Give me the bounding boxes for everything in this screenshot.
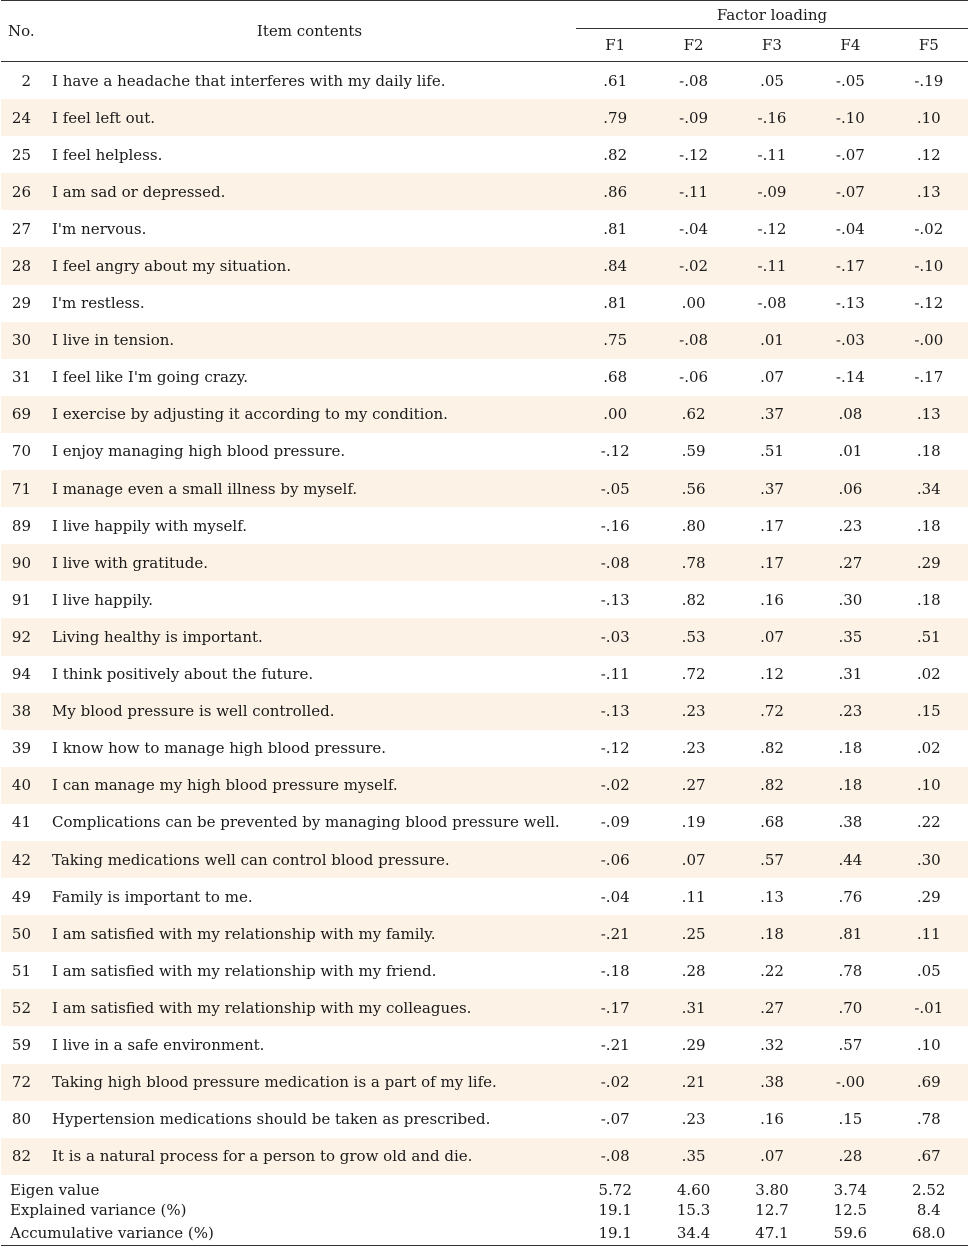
item-number: 41 [11,813,31,832]
loading-f4: .44 [811,841,889,878]
loading-f5: .51 [890,618,968,655]
item-text: I am satisfied with my relationship with my colleagues. [43,989,576,1026]
table-row [1,247,968,284]
loading-f3: .68 [760,813,784,832]
loading-f2: -.06 [679,368,709,387]
loading-f2: -.12 [679,145,709,164]
loading-f2: .72 [681,665,706,684]
item-text: Complications can be prevented by managing blood pressure well. [52,813,560,832]
loading-f5: .78 [916,1110,941,1129]
item-text: It is a natural process for a person to grow old and die. [43,1138,576,1175]
table-row [1,618,968,655]
table-row [1,285,968,322]
loading-f3: .17 [733,544,811,581]
table-row [1,99,968,136]
loading-f5: .02 [916,739,941,758]
loading-f2: -.02 [654,247,732,284]
item-text: I live with gratitude. [43,544,576,581]
loading-f5: .10 [916,1035,941,1054]
item-number: 24 [1,99,43,136]
loading-f4: -.00 [811,1064,889,1101]
loading-f1: -.21 [600,1035,630,1054]
table-row [1,173,968,210]
table-row [1,210,968,247]
summary-value-f5: 8.4 [916,1201,941,1220]
loading-f2: .23 [681,1110,706,1129]
item-text: I am satisfied with my relationship with my friend. [52,961,437,980]
item-text: I feel helpless. [52,145,163,164]
item-number: 80 [11,1110,31,1129]
loading-f2: .23 [681,739,706,758]
loading-f4: .01 [838,442,863,461]
loading-f3: -.16 [733,99,811,136]
loading-f4: .23 [838,516,863,535]
loading-f4: -.05 [835,71,865,90]
item-text: I'm nervous. [52,219,147,238]
loading-f5: -.02 [914,219,944,238]
loading-f4: .18 [838,739,863,758]
item-number: 50 [1,915,43,952]
loading-f5: .29 [890,544,968,581]
loading-f2: -.09 [654,99,732,136]
summary-label: Eigen value [10,1180,100,1199]
loading-f1: -.16 [600,516,630,535]
loading-f5: -.10 [890,247,968,284]
loading-f3: .57 [733,841,811,878]
summary-value-f1: 5.72 [598,1180,632,1199]
loading-f1: .84 [576,247,654,284]
loading-f5: .69 [890,1064,968,1101]
loading-f3: .07 [760,368,784,387]
summary-value-f3: 3.80 [755,1180,789,1199]
loading-f3: .38 [733,1064,811,1101]
loading-f2: .07 [654,841,732,878]
item-contents-column-header: Item contents [43,1,576,62]
loading-f1: -.13 [600,590,630,609]
item-number: 25 [11,145,31,164]
loading-f2: -.11 [654,173,732,210]
table-row [1,544,968,581]
item-number: 31 [11,368,31,387]
table-row [1,322,968,359]
table-row [1,656,968,693]
table-row [1,952,968,989]
loading-f2: .29 [681,1035,706,1054]
loading-f1: -.09 [600,813,630,832]
table-row [1,693,968,730]
item-text: I feel left out. [43,99,576,136]
table-row [1,1138,968,1175]
table-row [1,804,968,841]
loading-f5: -.17 [914,368,944,387]
item-text: I live in tension. [43,322,576,359]
loading-f1: -.18 [600,961,630,980]
loading-f5: -.12 [914,294,944,313]
item-number: 26 [1,173,43,210]
loading-f5: .22 [916,813,941,832]
table-row [1,989,968,1026]
loading-f1: .68 [603,368,628,387]
loading-f4: .23 [811,693,889,730]
loading-f3: -.11 [733,247,811,284]
loading-f1: -.02 [576,767,654,804]
summary-value-f2: 4.60 [676,1180,711,1199]
loading-f2: .25 [654,915,732,952]
loading-f4: .78 [838,961,863,980]
loading-f2: .62 [654,396,732,433]
loading-f3: .16 [760,1110,784,1129]
loading-f5: .18 [916,442,941,461]
item-number: 89 [11,516,31,535]
loading-f2: .82 [681,590,706,609]
loading-f4: -.17 [811,247,889,284]
loading-f3: .37 [733,396,811,433]
loading-f1: -.02 [576,1064,654,1101]
loading-f1: .61 [603,71,628,90]
loading-f5: .13 [890,396,968,433]
summary-value-f5: 68.0 [890,1222,968,1246]
loading-f3: .82 [733,767,811,804]
loading-f5: .13 [890,173,968,210]
loading-f2: .31 [654,989,732,1026]
item-text: I enjoy managing high blood pressure. [52,442,346,461]
loading-f5: .10 [890,99,968,136]
item-number: 38 [1,693,43,730]
table-row [1,1101,968,1138]
loading-f5: .67 [890,1138,968,1175]
loading-f2: .28 [681,961,706,980]
loading-f1: .81 [603,219,628,238]
loading-f4: -.07 [811,173,889,210]
loading-f1: .81 [603,294,628,313]
table-row [1,767,968,804]
item-number: 92 [1,618,43,655]
summary-label: Accumulative variance (%) [1,1222,576,1246]
item-number: 91 [11,590,31,609]
loading-f3: .07 [733,618,811,655]
item-number: 59 [11,1035,31,1054]
loading-f3: .37 [733,470,811,507]
item-number: 70 [11,442,31,461]
item-text: I live happily. [52,590,154,609]
table-row [1,730,968,767]
item-number: 27 [11,219,31,238]
loading-f2: .53 [654,618,732,655]
loading-f2: .23 [654,693,732,730]
loading-f2: .11 [681,887,706,906]
summary-value-f2: 34.4 [654,1222,732,1246]
summary-value-f1: 19.1 [598,1201,632,1220]
loading-f4: .28 [811,1138,889,1175]
table-row [1,433,968,470]
loading-f1: -.08 [576,544,654,581]
loading-f2: .21 [654,1064,732,1101]
table-row [1,878,968,915]
table-row [1,841,968,878]
summary-value-f3: 12.7 [755,1201,789,1220]
loading-f1: .79 [576,99,654,136]
table-row [1,915,968,952]
item-text: Family is important to me. [52,887,253,906]
item-text: Taking medications well can control blood pressure. [43,841,576,878]
factor-loading-group-header: Factor loading [576,1,968,29]
factor-header-f4: F4 [811,29,889,62]
loading-f1: -.06 [576,841,654,878]
factor-header-f3: F3 [733,29,811,62]
loading-f4: .31 [838,665,863,684]
loading-f3: .18 [733,915,811,952]
loading-f4: .35 [811,618,889,655]
loading-f4: .27 [811,544,889,581]
item-text: I live in a safe environment. [52,1035,265,1054]
item-text: I manage even a small illness by myself. [43,470,576,507]
loading-f2: -.04 [679,219,709,238]
summary-value-f5: 2.52 [912,1180,946,1199]
loading-f4: -.04 [835,219,865,238]
item-text: My blood pressure is well controlled. [43,693,576,730]
loading-f2: .59 [681,442,706,461]
summary-value-f1: 19.1 [576,1222,654,1246]
no-column-header: No. [1,1,43,62]
loading-f4: -.10 [811,99,889,136]
factor-header-f5: F5 [890,29,968,62]
item-number: 90 [1,544,43,581]
item-number: 49 [11,887,31,906]
item-text: Hypertension medications should be taken as prescribed. [52,1110,491,1129]
item-number: 29 [11,294,31,313]
loading-f5: -.01 [890,989,968,1026]
loading-f1: -.12 [600,442,630,461]
loading-f3: .51 [760,442,784,461]
loading-f1: -.05 [576,470,654,507]
loading-f5: -.00 [890,322,968,359]
loading-f3: .05 [760,71,784,90]
item-text: I'm restless. [52,294,145,313]
loading-f1: .75 [576,322,654,359]
loading-f4: -.03 [811,322,889,359]
summary-row [1,1199,968,1222]
item-number: 69 [1,396,43,433]
loading-f3: .12 [760,665,784,684]
loading-f1: .82 [603,145,628,164]
summary-value-f4: 59.6 [811,1222,889,1246]
loading-f1: -.13 [576,693,654,730]
loading-f1: -.17 [576,989,654,1026]
summary-row [1,1175,968,1199]
loading-f2: .80 [681,516,706,535]
loading-f3: .27 [733,989,811,1026]
item-number: 40 [1,767,43,804]
item-number: 2 [21,71,31,90]
loading-f3: -.11 [757,145,787,164]
item-text: I am satisfied with my relationship with my family. [43,915,576,952]
table-row [1,1026,968,1063]
loading-f2: .19 [681,813,706,832]
table-summary [1,1175,968,1246]
item-number: 42 [1,841,43,878]
loading-f4: .70 [811,989,889,1026]
item-text: I feel angry about my situation. [43,247,576,284]
loading-f1: -.08 [576,1138,654,1175]
item-text: Taking high blood pressure medication is a part of my life. [43,1064,576,1101]
loading-f5: .34 [890,470,968,507]
loading-f1: -.03 [576,618,654,655]
loading-f4: .06 [811,470,889,507]
loading-f4: -.07 [835,145,865,164]
item-text: I have a headache that interferes with my daily life. [52,71,446,90]
factor-header-f2: F2 [654,29,732,62]
table-row [1,359,968,396]
loading-f4: .76 [838,887,863,906]
item-text: I exercise by adjusting it according to my condition. [43,396,576,433]
loading-f2: .78 [654,544,732,581]
loading-f4: .15 [838,1110,863,1129]
item-number: 52 [1,989,43,1026]
loading-f1: -.11 [600,665,630,684]
loading-f1: -.12 [600,739,630,758]
loading-f3: .72 [733,693,811,730]
loading-f3: -.12 [757,219,787,238]
item-number: 51 [11,961,31,980]
item-number: 72 [1,1064,43,1101]
item-text: I live happily with myself. [52,516,247,535]
loading-f3: .01 [733,322,811,359]
loading-f4: .38 [838,813,863,832]
item-text: Living healthy is important. [43,618,576,655]
loading-f4: -.13 [835,294,865,313]
loading-f5: -.19 [914,71,944,90]
item-number: 82 [1,1138,43,1175]
loading-f2: -.08 [679,71,709,90]
loading-f4: -.14 [835,368,865,387]
loading-f5: .11 [890,915,968,952]
table-header [1,1,968,62]
loading-f5: .30 [890,841,968,878]
loading-f2: -.08 [654,322,732,359]
loading-f4: .81 [811,915,889,952]
summary-value-f4: 3.74 [833,1180,868,1199]
loading-f3: -.08 [757,294,787,313]
table-row [1,507,968,544]
loading-f2: .27 [654,767,732,804]
table-row [1,62,968,100]
item-text: I know how to manage high blood pressure. [52,739,387,758]
loading-f5: .05 [916,961,941,980]
loading-f4: .08 [811,396,889,433]
loading-f4: .30 [838,590,863,609]
loading-f3: -.09 [733,173,811,210]
loading-f1: .86 [576,173,654,210]
loading-f5: .15 [890,693,968,730]
loading-f4: .18 [811,767,889,804]
factor-loading-table [1,0,968,1246]
loading-f5: .18 [916,516,941,535]
loading-f3: .17 [760,516,784,535]
table-row [1,136,968,173]
loading-f5: .18 [916,590,941,609]
table-row [1,470,968,507]
summary-label: Explained variance (%) [10,1201,187,1220]
summary-value-f2: 15.3 [676,1201,711,1220]
table-row [1,581,968,618]
loading-f3: .07 [733,1138,811,1175]
summary-value-f4: 12.5 [833,1201,868,1220]
loading-f1: -.21 [576,915,654,952]
loading-f5: .02 [916,665,941,684]
loading-f3: .82 [760,739,784,758]
loading-f3: .32 [760,1035,784,1054]
summary-value-f3: 47.1 [733,1222,811,1246]
item-number: 71 [1,470,43,507]
table-body [1,62,968,1175]
loading-f2: .00 [681,294,706,313]
loading-f5: .10 [890,767,968,804]
loading-f3: .16 [760,590,784,609]
loading-f2: .35 [654,1138,732,1175]
item-text: I feel like I'm going crazy. [52,368,249,387]
loading-f1: -.04 [600,887,630,906]
loading-f3: .22 [760,961,784,980]
item-number: 28 [1,247,43,284]
item-number: 30 [1,322,43,359]
item-text: I think positively about the future. [52,665,314,684]
loading-f3: .13 [760,887,784,906]
table-row [1,1064,968,1101]
item-text: I am sad or depressed. [43,173,576,210]
loading-f5: .29 [916,887,941,906]
loading-f4: .57 [838,1035,863,1054]
loading-f2: .56 [654,470,732,507]
factor-header-f1: F1 [576,29,654,62]
loading-f1: .00 [576,396,654,433]
table-row [1,396,968,433]
summary-row [1,1222,968,1246]
item-number: 39 [11,739,31,758]
item-number: 94 [11,665,31,684]
item-text: I can manage my high blood pressure myself. [43,767,576,804]
loading-f1: -.07 [600,1110,630,1129]
loading-f5: .12 [916,145,941,164]
